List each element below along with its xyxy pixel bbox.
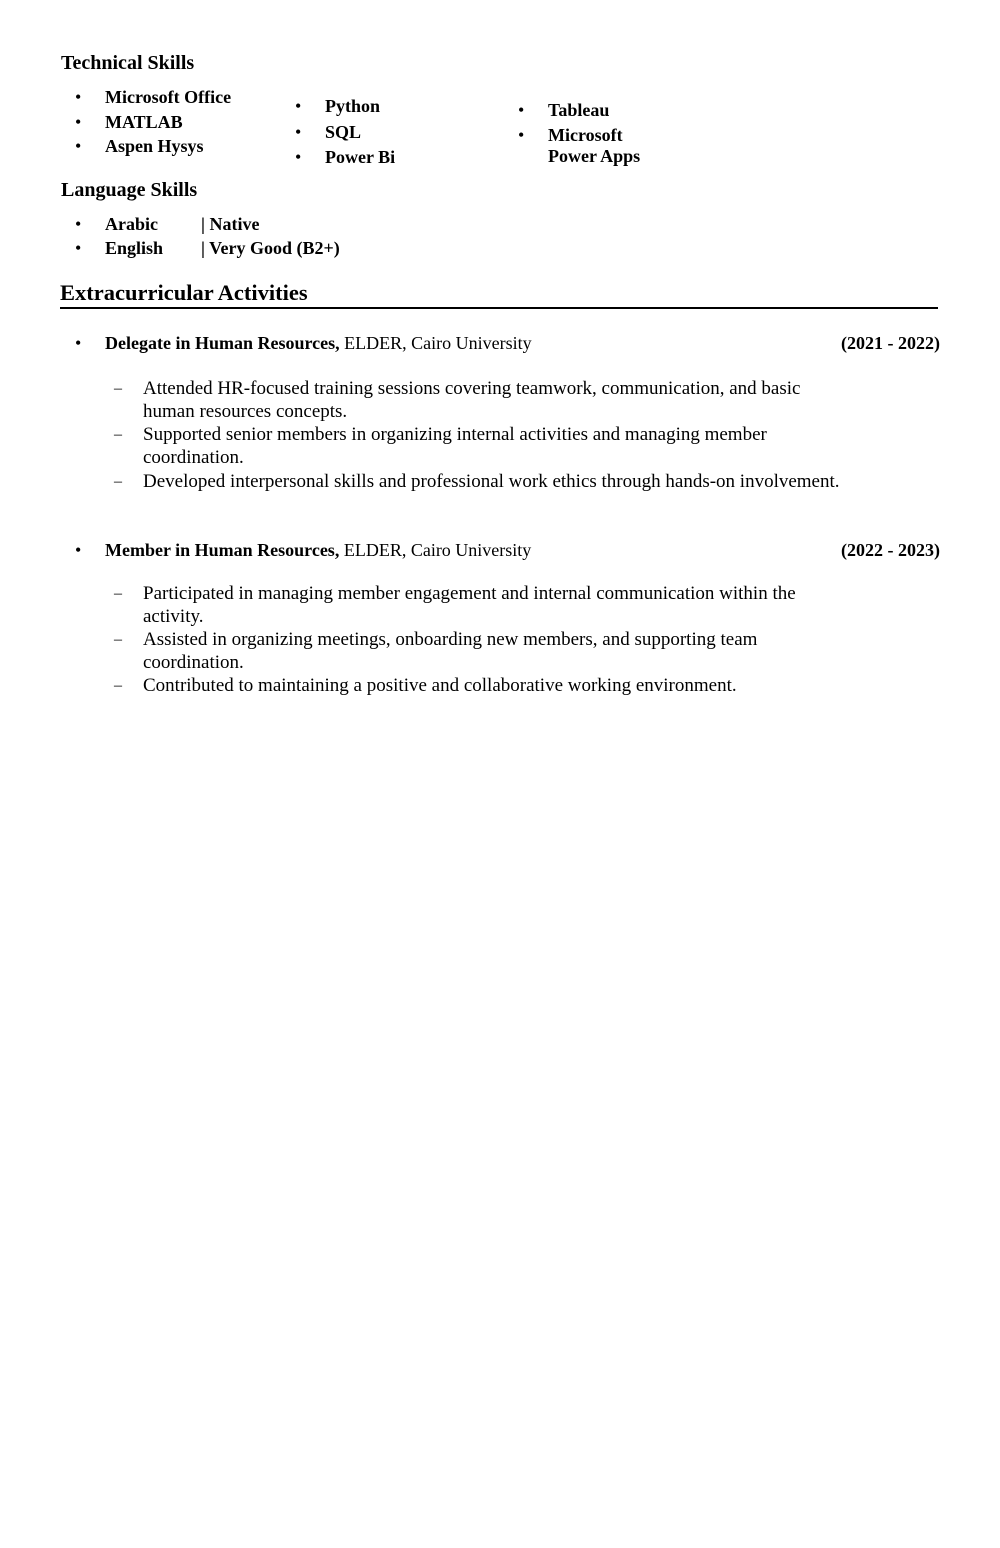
language-skills-heading: Language Skills (61, 179, 198, 201)
language-level: | Native (201, 214, 260, 234)
activity-dates: (2021 - 2022) (841, 333, 940, 353)
skill-item: Microsoft Office (105, 87, 232, 107)
bullet-icon: • (75, 136, 82, 156)
bullet-icon: • (295, 122, 302, 142)
activity-bullet: Contributed to maintaining a positive and collaborative working environment. (143, 675, 737, 696)
bullet-icon: • (75, 87, 82, 107)
activity-organization: ELDER, Cairo University (339, 333, 532, 353)
bullet-icon: • (75, 112, 82, 132)
bullet-icon: • (75, 333, 82, 353)
skill-item: Power Bi (325, 147, 396, 167)
skill-item: Microsoft (548, 125, 623, 145)
skill-item: MATLAB (105, 112, 183, 132)
extracurricular-heading: Extracurricular Activities (60, 280, 308, 305)
bullet-icon: • (75, 540, 82, 560)
bullet-icon: • (75, 238, 82, 258)
activity-title (105, 332, 532, 354)
language-name: English (105, 238, 164, 258)
activity-role: Member in Human Resources, (105, 540, 340, 560)
dash-icon: – (114, 426, 122, 443)
bullet-icon: • (518, 100, 525, 120)
activity-bullet: Attended HR-focused training sessions covering teamwork, communication, and basic human resources concepts. (143, 378, 801, 422)
activity-bullet: Participated in managing member engagement and internal communication within the activity. (143, 583, 796, 627)
activity-dates: (2022 - 2023) (841, 540, 940, 560)
language-level: | Very Good (B2+) (201, 238, 340, 258)
dash-icon: – (114, 631, 122, 648)
activity-organization: ELDER, Cairo University (339, 540, 532, 560)
dash-icon: – (114, 585, 122, 602)
bullet-icon: • (75, 214, 82, 234)
activity-bullet: Assisted in organizing meetings, onboarding new members, and supporting team coordination. (143, 629, 758, 673)
language-name: Arabic (105, 214, 158, 234)
activity-bullet: Supported senior members in organizing internal activities and managing member coordination. (143, 424, 767, 468)
skill-item: SQL (325, 122, 362, 142)
bullet-icon: • (295, 96, 302, 116)
technical-skills-heading: Technical Skills (61, 52, 195, 74)
section-divider (60, 307, 938, 309)
skill-item-continuation: Power Apps (548, 146, 641, 166)
skill-item: Python (325, 96, 381, 116)
dash-icon: – (114, 380, 122, 397)
skill-item: Aspen Hysys (105, 136, 204, 156)
dash-icon: – (114, 473, 122, 490)
dash-icon: – (114, 677, 122, 694)
activity-title (105, 539, 531, 561)
activity-bullet: Developed interpersonal skills and professional work ethics through hands-on involvement. (143, 471, 840, 492)
activity-role: Delegate in Human Resources, (105, 333, 340, 353)
bullet-icon: • (518, 125, 525, 145)
bullet-icon: • (295, 147, 302, 167)
skill-item: Tableau (548, 100, 610, 120)
